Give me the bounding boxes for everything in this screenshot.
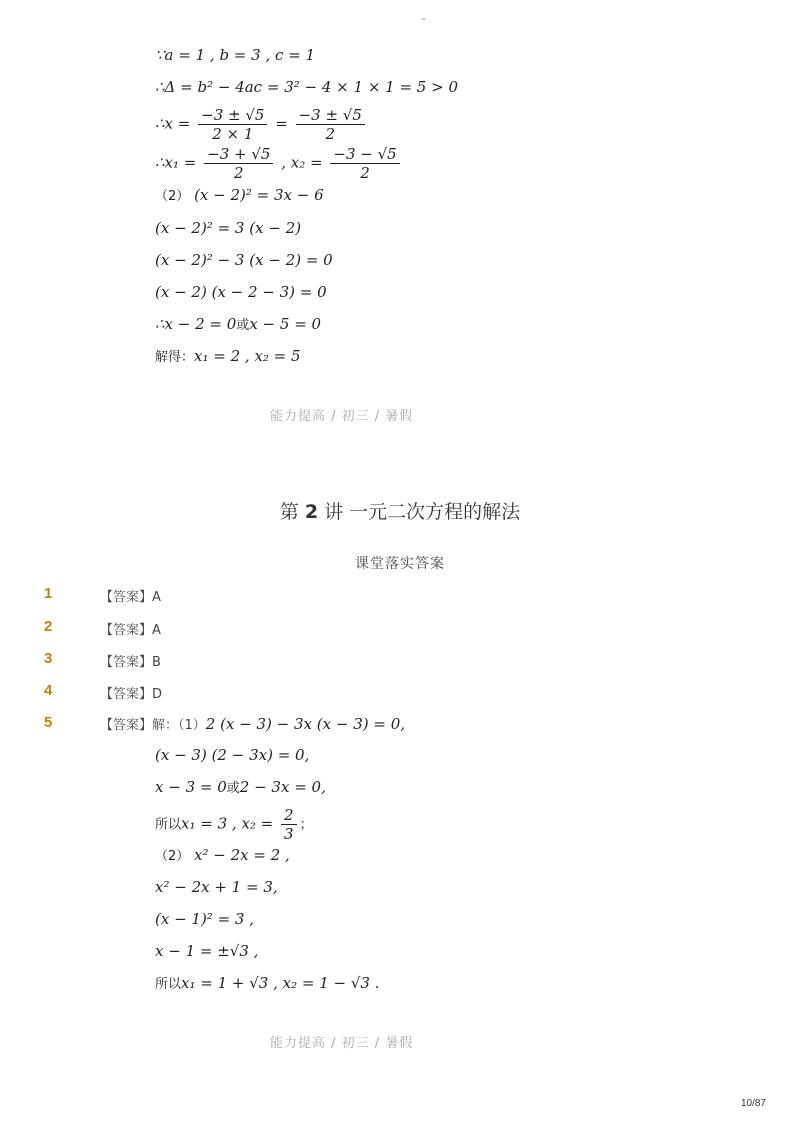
fraction	[281, 806, 297, 843]
solution-line-5	[155, 185, 324, 207]
solution-line-4	[155, 145, 403, 182]
equation: (x − 2)² = 3x − 6	[194, 186, 324, 204]
q5-line-8: x − 1 = ±√3 ,	[155, 942, 259, 960]
numerator: −3 − √5	[330, 145, 399, 164]
denominator: 2	[234, 164, 244, 182]
q5-line-2: (x − 3) (2 − 3x) = 0,	[155, 746, 310, 764]
page-number: 10/87	[740, 1098, 766, 1109]
q5-line-4	[155, 806, 313, 843]
part-label: （2）	[155, 849, 190, 864]
so-label: 所以	[155, 817, 182, 833]
result-label: 解得：	[155, 350, 195, 365]
chapter-title	[0, 497, 800, 524]
q5-line-5	[155, 845, 290, 867]
case-b: 2 − 3x = 0,	[239, 778, 326, 796]
answer-text: 【答案】A	[100, 623, 161, 638]
answer-label: 【答案】解：（1）	[100, 718, 206, 733]
equation: x₁ = 3 , x₂ =	[181, 814, 274, 833]
solution-line-9	[155, 314, 321, 336]
question-number: 1	[44, 585, 53, 602]
fraction	[198, 106, 267, 143]
denominator: 2 × 1	[212, 125, 254, 143]
fraction	[296, 106, 365, 143]
numerator: −3 ± √5	[198, 106, 267, 125]
equals: =	[275, 114, 288, 133]
question-number: 2	[44, 618, 53, 635]
answer-text: 【答案】B	[100, 655, 161, 670]
chapter-name: 讲 一元二次方程的解法	[324, 501, 521, 523]
question-number: 3	[44, 650, 53, 667]
case-a: ∴x − 2 = 0	[155, 315, 237, 333]
solution-line-3	[155, 106, 368, 143]
question-number: 5	[44, 714, 53, 731]
chapter-prefix: 第	[279, 501, 299, 523]
answer-text: 【答案】D	[100, 687, 163, 702]
q5-line-3	[155, 777, 326, 799]
question-number: 4	[44, 682, 53, 699]
or-text: 或	[226, 781, 240, 796]
equation: x₁ = 1 + √3 , x₂ = 1 − √3 .	[181, 974, 380, 992]
equation: x² − 2x = 2 ,	[194, 846, 290, 864]
solution-line-6: (x − 2)² = 3 (x − 2)	[155, 219, 302, 237]
denominator: 2	[360, 164, 370, 182]
numerator: 2	[281, 806, 297, 825]
equation: 2 (x − 3) − 3x (x − 3) = 0,	[205, 715, 406, 733]
semicolon: ；	[299, 817, 313, 833]
denominator: 3	[284, 825, 294, 843]
numerator: −3 ± √5	[296, 106, 365, 125]
page-footer-2: 能力提高 / 初三 / 暑假	[270, 1036, 414, 1051]
solution-line-1: ∵a = 1 , b = 3 , c = 1	[155, 46, 316, 64]
fraction	[330, 145, 399, 182]
solution-line-10	[155, 346, 301, 368]
section-subtitle: 课堂落实答案	[355, 556, 445, 572]
numerator: −3 + √5	[204, 145, 273, 164]
so-label: 所以	[155, 977, 182, 992]
answer-text: 【答案】A	[100, 590, 161, 605]
q5-line-7: (x − 1)² = 3 ,	[155, 910, 255, 928]
chapter-number: 2	[304, 501, 319, 523]
answer-text	[100, 714, 405, 733]
q5-line-9	[155, 973, 380, 995]
result: x₁ = 2 , x₂ = 5	[194, 347, 301, 365]
solution-line-7: (x − 2)² − 3 (x − 2) = 0	[155, 251, 333, 269]
page-footer-1: 能力提高 / 初三 / 暑假	[270, 409, 414, 424]
fraction	[204, 145, 273, 182]
q5-line-6: x² − 2x + 1 = 3,	[155, 878, 278, 896]
case-a: x − 3 = 0	[155, 778, 227, 796]
prefix: ∴x₁ =	[155, 153, 197, 172]
header-mark: -	[422, 14, 426, 25]
prefix: ∴x =	[155, 114, 191, 133]
solution-line-2: ∴Δ = b² − 4ac = 3² − 4 × 1 × 1 = 5 > 0	[155, 78, 458, 96]
denominator: 2	[325, 125, 336, 143]
part-label: （2）	[155, 189, 190, 204]
case-b: x − 5 = 0	[249, 315, 322, 333]
separator: , x₂ =	[281, 153, 323, 172]
or-text: 或	[236, 318, 250, 333]
solution-line-8: (x − 2) (x − 2 − 3) = 0	[155, 283, 327, 301]
